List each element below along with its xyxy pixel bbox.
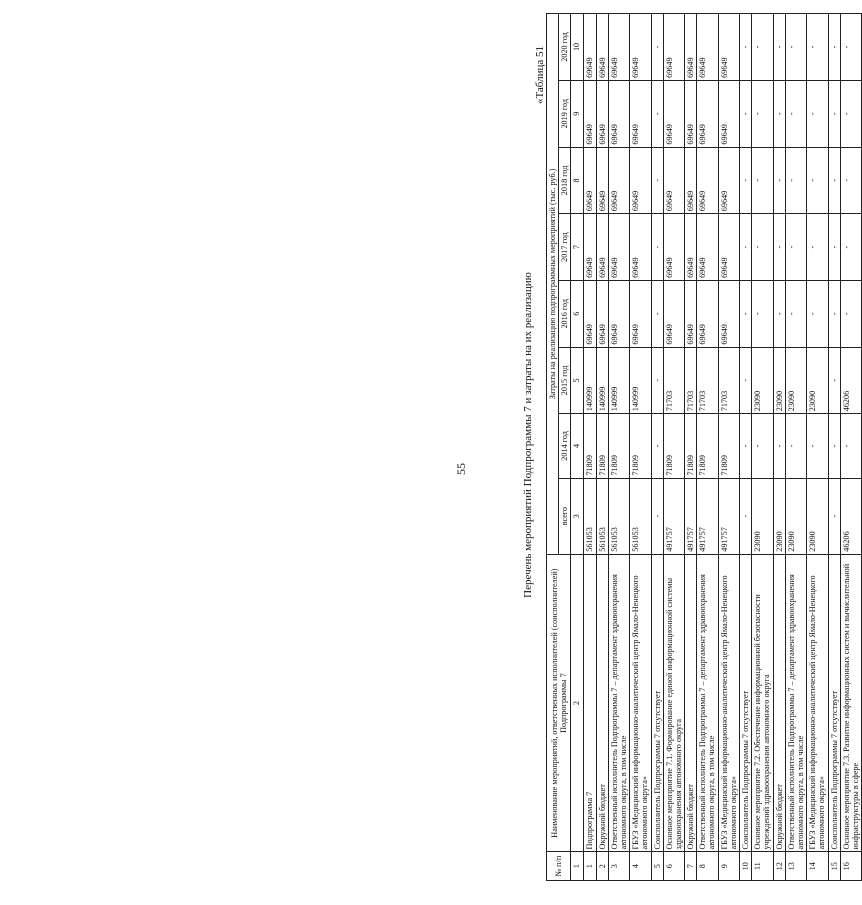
row-value: 23090 xyxy=(807,347,828,414)
row-value: - xyxy=(828,280,840,347)
column-number: 7 xyxy=(571,214,584,281)
row-value: - xyxy=(752,80,773,147)
page-number: 55 xyxy=(454,463,468,475)
row-value: 23090 xyxy=(785,347,806,414)
row-value: 46206 xyxy=(840,478,861,554)
row-value: 69649 xyxy=(596,14,608,81)
row-value: - xyxy=(752,414,773,478)
row-value: - xyxy=(773,147,785,214)
table-row xyxy=(630,14,651,881)
row-number: 15 xyxy=(828,852,840,881)
row-value: 69649 xyxy=(685,147,697,214)
row-value: 69649 xyxy=(630,80,651,147)
row-value: - xyxy=(807,280,828,347)
header-year: 2020 год xyxy=(559,14,571,81)
table-row xyxy=(596,14,608,881)
row-value: 491757 xyxy=(697,478,718,554)
row-value: - xyxy=(840,14,861,81)
row-value: 491757 xyxy=(663,478,684,554)
row-value: 69649 xyxy=(630,280,651,347)
row-value: - xyxy=(651,14,663,81)
row-value: 69649 xyxy=(697,147,718,214)
row-value: - xyxy=(807,414,828,478)
row-number: 13 xyxy=(785,852,806,881)
row-name: Основное мероприятие 7.2. Обеспечение информационной безопасности учреждений здравоохранения автономного округа xyxy=(752,554,773,852)
row-value: 23090 xyxy=(807,478,828,554)
header-name: Наименование мероприятий, ответственных исполнителей (соисполнителей) Подпрограммы 7 xyxy=(547,554,571,852)
row-value: 23090 xyxy=(773,347,785,414)
row-value: 69649 xyxy=(697,214,718,281)
row-value: - xyxy=(785,14,806,81)
row-value: - xyxy=(828,347,840,414)
row-value: - xyxy=(828,478,840,554)
table-row xyxy=(807,14,828,881)
row-value: - xyxy=(740,147,752,214)
row-value: 71703 xyxy=(663,347,684,414)
header-year: 2018 год xyxy=(559,147,571,214)
row-value: - xyxy=(785,147,806,214)
row-value: - xyxy=(740,347,752,414)
row-value: - xyxy=(740,478,752,554)
row-value: 69649 xyxy=(685,280,697,347)
row-value: 23090 xyxy=(752,478,773,554)
row-value: - xyxy=(840,214,861,281)
table-body xyxy=(584,14,862,881)
row-value: 140999 xyxy=(596,347,608,414)
row-value: 69649 xyxy=(663,280,684,347)
row-value: - xyxy=(807,80,828,147)
row-value: 71809 xyxy=(608,414,629,478)
row-value: - xyxy=(840,414,861,478)
table-row xyxy=(608,14,629,881)
row-value: - xyxy=(651,347,663,414)
row-value: - xyxy=(828,14,840,81)
column-number-row xyxy=(571,14,584,881)
row-value: 140999 xyxy=(608,347,629,414)
row-value: 69649 xyxy=(608,214,629,281)
table-row xyxy=(785,14,806,881)
row-name: Ответственный исполнитель Подпрограммы 7 – департамент здравоохранения автономного округа, в том числе xyxy=(608,554,629,852)
costs-table xyxy=(546,13,862,881)
row-value: 71809 xyxy=(697,414,718,478)
row-value: 69649 xyxy=(596,80,608,147)
row-value: 71809 xyxy=(718,414,739,478)
header-costs-group: Затраты на реализацию подпрограммных мероприятий (тыс. руб.) xyxy=(547,14,559,555)
row-value: - xyxy=(651,414,663,478)
row-name: Основное мероприятие 7.3. Развитие информационных систем и вычислительной инфраструктуры в сфере xyxy=(840,554,861,852)
row-value: 69649 xyxy=(596,280,608,347)
row-value: 71809 xyxy=(596,414,608,478)
row-number: 12 xyxy=(773,852,785,881)
row-number: 11 xyxy=(752,852,773,881)
row-number: 1 xyxy=(584,852,596,881)
row-value: 69649 xyxy=(596,214,608,281)
table-label: «Таблица 51 xyxy=(534,46,546,105)
column-number: 10 xyxy=(571,14,584,81)
row-value: 69649 xyxy=(718,280,739,347)
row-value: 69649 xyxy=(697,280,718,347)
row-value: 69649 xyxy=(584,147,596,214)
row-value: 69649 xyxy=(663,214,684,281)
row-value: 491757 xyxy=(718,478,739,554)
row-value: - xyxy=(807,214,828,281)
table-row xyxy=(828,14,840,881)
row-value: 69649 xyxy=(663,14,684,81)
row-value: 69649 xyxy=(663,147,684,214)
row-name: Окружной бюджет xyxy=(773,554,785,852)
row-value: 23090 xyxy=(773,478,785,554)
row-name: Соисполнитель Подпрограммы 7 отсутствует xyxy=(828,554,840,852)
row-value: 69649 xyxy=(596,147,608,214)
row-value: - xyxy=(828,80,840,147)
row-value: 71703 xyxy=(697,347,718,414)
row-name: ГБУЗ «Медицинский информационно-аналитический центр Ямало-Ненецкого автономного округа» xyxy=(630,554,651,852)
row-value: - xyxy=(807,147,828,214)
table-row xyxy=(685,14,697,881)
row-value: 69649 xyxy=(697,80,718,147)
column-number: 3 xyxy=(571,478,584,554)
row-name: Ответственный исполнитель Подпрограммы 7 – департамент здравоохранения автономного округа, в том числе xyxy=(697,554,718,852)
row-value: - xyxy=(740,280,752,347)
header-year: 2019 год xyxy=(559,80,571,147)
table-row xyxy=(740,14,752,881)
row-value: 71809 xyxy=(685,414,697,478)
rotated-page xyxy=(10,10,860,895)
table-row xyxy=(840,14,861,881)
row-number: 2 xyxy=(596,852,608,881)
column-number: 6 xyxy=(571,280,584,347)
row-value: - xyxy=(651,280,663,347)
row-value: - xyxy=(752,214,773,281)
row-name: Соисполнитель Подпрограммы 7 отсутствует xyxy=(651,554,663,852)
row-name: Подпрограмма 7 xyxy=(584,554,596,852)
row-value: - xyxy=(785,280,806,347)
row-value: 71703 xyxy=(685,347,697,414)
row-value: - xyxy=(752,14,773,81)
row-value: 69649 xyxy=(685,14,697,81)
row-value: 71809 xyxy=(630,414,651,478)
row-value: 69649 xyxy=(608,80,629,147)
table-row xyxy=(752,14,773,881)
row-value: 69649 xyxy=(718,214,739,281)
row-value: - xyxy=(773,214,785,281)
row-value: - xyxy=(740,214,752,281)
row-value: 69649 xyxy=(608,280,629,347)
table-row xyxy=(773,14,785,881)
header-num: № п/п xyxy=(547,852,571,881)
row-value: - xyxy=(651,80,663,147)
row-value: 140999 xyxy=(584,347,596,414)
row-number: 4 xyxy=(630,852,651,881)
row-value: - xyxy=(840,280,861,347)
row-value: 69649 xyxy=(663,80,684,147)
table-row xyxy=(697,14,718,881)
header-year: 2014 год xyxy=(559,414,571,478)
row-value: 69649 xyxy=(608,14,629,81)
row-number: 16 xyxy=(840,852,861,881)
row-value: - xyxy=(773,414,785,478)
column-number: 1 xyxy=(571,852,584,881)
row-number: 10 xyxy=(740,852,752,881)
row-value: 69649 xyxy=(718,147,739,214)
row-value: 71809 xyxy=(584,414,596,478)
row-value: 561053 xyxy=(584,478,596,554)
row-name: Основное мероприятие 7.1. Формирование единой информационной системы здравоохранения автономного округа xyxy=(663,554,684,852)
row-value: 69649 xyxy=(718,14,739,81)
row-value: 491757 xyxy=(685,478,697,554)
row-value: - xyxy=(740,14,752,81)
row-number: 6 xyxy=(663,852,684,881)
row-value: 561053 xyxy=(596,478,608,554)
row-name: Соисполнитель Подпрограммы 7 отсутствует xyxy=(740,554,752,852)
table-row xyxy=(651,14,663,881)
row-value: - xyxy=(773,14,785,81)
column-number: 8 xyxy=(571,147,584,214)
header-year: 2016 год xyxy=(559,280,571,347)
row-number: 14 xyxy=(807,852,828,881)
row-number: 7 xyxy=(685,852,697,881)
row-number: 3 xyxy=(608,852,629,881)
row-value: - xyxy=(752,147,773,214)
row-value: - xyxy=(785,214,806,281)
row-number: 9 xyxy=(718,852,739,881)
header-total: всего xyxy=(559,478,571,554)
table-row xyxy=(663,14,684,881)
row-value: - xyxy=(651,147,663,214)
row-value: 69649 xyxy=(630,147,651,214)
row-value: - xyxy=(807,14,828,81)
row-value: - xyxy=(740,414,752,478)
row-value: 561053 xyxy=(608,478,629,554)
row-name: Ответственный исполнитель Подпрограммы 7 – департамент здравоохранения автономного округа, в том числе xyxy=(785,554,806,852)
row-value: - xyxy=(651,478,663,554)
row-value: 140999 xyxy=(630,347,651,414)
row-value: 69649 xyxy=(584,14,596,81)
row-value: - xyxy=(840,80,861,147)
row-value: - xyxy=(828,214,840,281)
row-value: - xyxy=(773,280,785,347)
row-value: 69649 xyxy=(685,214,697,281)
row-value: 69649 xyxy=(584,80,596,147)
row-value: 69649 xyxy=(685,80,697,147)
row-value: 69649 xyxy=(630,14,651,81)
row-number: 8 xyxy=(697,852,718,881)
row-value: 69649 xyxy=(608,147,629,214)
row-value: 561053 xyxy=(630,478,651,554)
row-name: ГБУЗ «Медицинский информационно-аналитический центр Ямало-Ненецкого автономного округа» xyxy=(807,554,828,852)
row-value: 69649 xyxy=(584,280,596,347)
row-value: 71809 xyxy=(663,414,684,478)
row-value: - xyxy=(773,80,785,147)
table-row xyxy=(584,14,596,881)
row-value: - xyxy=(840,147,861,214)
row-value: 69649 xyxy=(630,214,651,281)
row-name: ГБУЗ «Медицинский информационно-аналитический центр Ямало-Ненецкого автономного округа» xyxy=(718,554,739,852)
row-value: 69649 xyxy=(697,14,718,81)
row-name: Окружной бюджет xyxy=(596,554,608,852)
row-name: Окружной бюджет xyxy=(685,554,697,852)
header-year: 2015 год xyxy=(559,347,571,414)
header-year: 2017 год xyxy=(559,214,571,281)
row-value: - xyxy=(740,80,752,147)
row-value: - xyxy=(785,414,806,478)
row-value: 23090 xyxy=(752,347,773,414)
column-number: 4 xyxy=(571,414,584,478)
column-number: 2 xyxy=(571,554,584,852)
row-value: - xyxy=(752,280,773,347)
row-value: - xyxy=(651,214,663,281)
row-value: - xyxy=(785,80,806,147)
column-number: 5 xyxy=(571,347,584,414)
column-number: 9 xyxy=(571,80,584,147)
row-value: - xyxy=(828,414,840,478)
row-value: 46206 xyxy=(840,347,861,414)
row-value: 69649 xyxy=(584,214,596,281)
table-row xyxy=(718,14,739,881)
row-value: 71703 xyxy=(718,347,739,414)
row-number: 5 xyxy=(651,852,663,881)
table-caption: Перечень мероприятий Подпрограммы 7 и затраты на их реализацию xyxy=(522,272,534,598)
row-value: 23090 xyxy=(785,478,806,554)
row-value: 69649 xyxy=(718,80,739,147)
row-value: - xyxy=(828,147,840,214)
